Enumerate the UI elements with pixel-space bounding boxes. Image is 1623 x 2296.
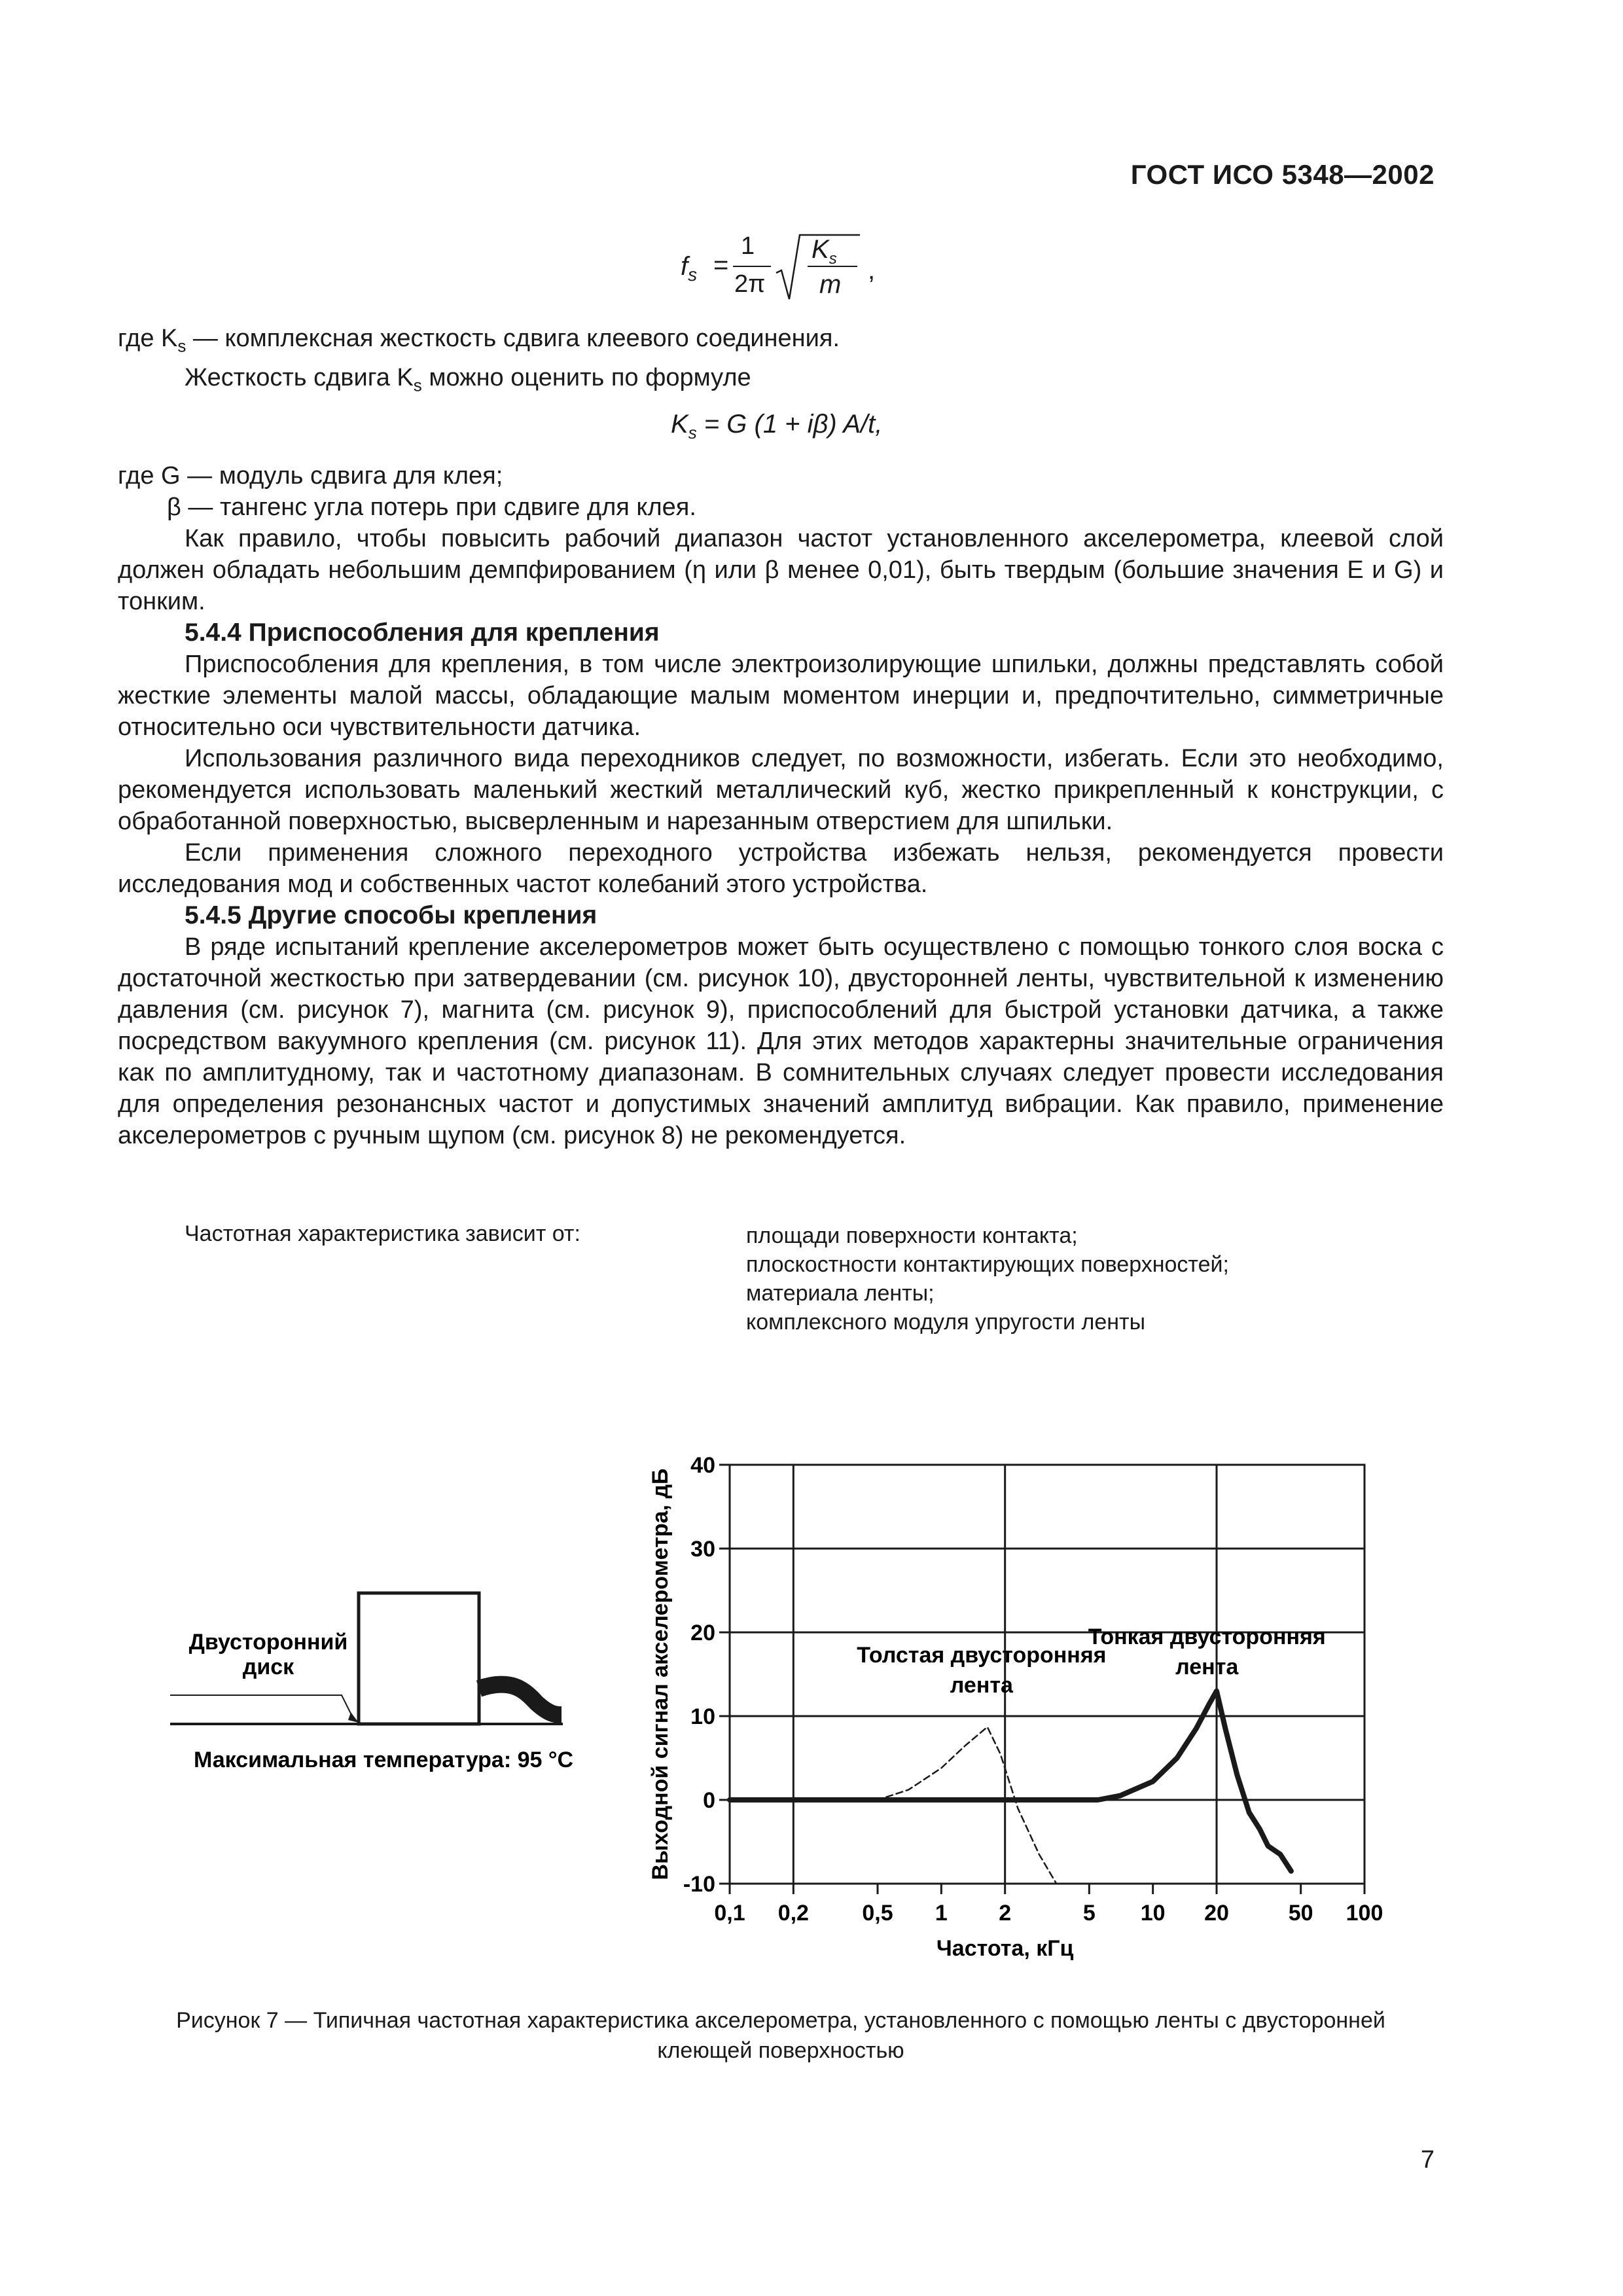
paragraph-5-4-4-3: Если применения сложного переходного устройства избежать нельзя, рекомендуется провести исследования мод и собственных частот колебаний этого устройства. xyxy=(118,839,1444,899)
y-tick-label: -10 xyxy=(683,1872,715,1897)
mounting-sketch xyxy=(157,1558,628,1787)
where-g-line: где G — модуль сдвига для клея; xyxy=(118,462,503,490)
y-axis-label: Выходной сигнал акселерометра, дБ xyxy=(648,1468,673,1880)
plot-frame xyxy=(730,1465,1364,1884)
figure-depends-list xyxy=(746,1221,1229,1336)
x-tick-label: 100 xyxy=(1346,1901,1383,1926)
disc-label-line2: диск xyxy=(242,1655,294,1679)
formula-fs-comma: , xyxy=(868,256,876,285)
where-beta-line: β — тангенс угла потерь при сдвиге для клея. xyxy=(167,493,696,522)
figure-caption xyxy=(118,2005,1444,2066)
heading-5-4-4: 5.4.4 Приспособления для крепления xyxy=(185,619,660,647)
depends-item: плоскостности контактирующих поверхностей; xyxy=(746,1252,1229,1277)
x-tick-label: 10 xyxy=(1140,1901,1166,1926)
chart-series xyxy=(730,1691,1291,1884)
figure-caption-line2: клеющей поверхностью xyxy=(657,2038,904,2063)
x-tick-label: 1 xyxy=(935,1901,948,1926)
paragraph-5-4-4-1: Приспособления для крепления, в том числе электроизолирующие шпильки, должны представлять собой жесткие элементы малой массы, обладающие малым моментом инерции и, предпочтительно, симметричные относительно оси чувствительности датчика. xyxy=(118,651,1444,742)
accelerometer-body xyxy=(359,1593,479,1724)
disc-label-line1: Двусторонний xyxy=(188,1630,348,1655)
x-tick-label: 0,2 xyxy=(777,1901,809,1926)
x-tick-label: 5 xyxy=(1082,1901,1096,1926)
where-ks-line: где $K_s$ — комплексная жесткость сдвига клеевого соединения. xyxy=(118,325,840,356)
annotation-thin-tape-line2: лента xyxy=(1175,1655,1239,1679)
y-tick-label: 20 xyxy=(690,1621,715,1645)
formula-fs-den: 2π xyxy=(734,270,766,298)
y-tick-label: 40 xyxy=(690,1453,715,1478)
annotation-thick-tape-line1: Толстая двусторонняя xyxy=(857,1643,1107,1668)
estimate-line: Жесткость сдвига $K_s$ можно оценить по формуле xyxy=(185,363,751,395)
figure-caption-line1: Рисунок 7 — Типичная частотная характеристика акселерометра, установленного с помощью ленты с двусторонней xyxy=(176,2008,1385,2033)
cable xyxy=(479,1685,562,1715)
formula-fs-num: 1 xyxy=(741,232,755,260)
paragraph-5-4-4-2: Использования различного вида переходников следует, по возможности, избегать. Если это необходимо, рекомендуется использовать маленький жесткий металлический куб, жестко прикрепленный к конструкции, с обработанной поверхностью, высверленным и нарезанным отверстием для шпильки. xyxy=(118,745,1444,836)
x-tick-label: 20 xyxy=(1204,1901,1229,1926)
x-tick-label: 2 xyxy=(999,1901,1012,1926)
figure-depends-label: Частотная характеристика зависит от: xyxy=(185,1221,580,1246)
annotation-thin-tape-line1: Тонкая двусторонняя xyxy=(1088,1624,1326,1649)
formula-fs xyxy=(681,232,877,304)
y-tick-label: 10 xyxy=(690,1704,715,1729)
formula-ks: $K_s = G$ (1 + iβ) A/t, xyxy=(671,410,883,443)
max-temperature-label: Максимальная температура: 95 °С xyxy=(193,1748,574,1772)
depends-item: материала ленты; xyxy=(746,1281,935,1306)
paragraph-5-4-5-1: В ряде испытаний крепление акселерометров может быть осуществлено с помощью тонкого слоя воска с достаточной жесткостью при затвердевании (см. рисунок 10), двусторонней ленты, чувствительной к изменению давления (см. рисунок 7), магнита (см. рисунок 9), приспособлений для быстрой установки датчика, а также посредством вакуумного крепления (см. рисунок 11). Для этих методов характерны значительные ограничения как по амплитудному, так и частотному диапазонам. В сомнительных случаях следует провести исследования для определения резонансных частот и допустимых значений амплитуд вибрации. Как правило, применение акселерометров с ручным щупом (см. рисунок 8) не рекомендуется. xyxy=(118,933,1444,1150)
x-tick-label: 0,1 xyxy=(714,1901,745,1926)
page-header: ГОСТ ИСО 5348—2002 xyxy=(1130,159,1435,190)
formula-fs-rad-den: m xyxy=(819,270,842,299)
annotation-thick-tape-line2: лента xyxy=(950,1673,1013,1698)
depends-item: комплексного модуля упругости ленты xyxy=(746,1310,1146,1335)
formula-fs-lhs: $f_s$ xyxy=(681,252,698,285)
series-thin-tape-line xyxy=(730,1691,1291,1871)
disc-leader-line xyxy=(170,1695,353,1719)
formula-fs-fraction-bar xyxy=(733,266,771,267)
page-number: 7 xyxy=(1420,2146,1435,2174)
y-tick-label: 0 xyxy=(703,1788,715,1813)
y-tick-label: 30 xyxy=(690,1537,715,1562)
rule-paragraph: Как правило, чтобы повысить рабочий диапазон частот установленного акселерометра, клеевой слой должен обладать небольшим демпфированием (η или β менее 0,01), быть твердым (большие значения E и G) и тонким. xyxy=(118,525,1444,616)
chart-grid xyxy=(730,1465,1364,1884)
heading-5-4-5: 5.4.5 Другие способы крепления xyxy=(185,901,597,930)
body-text xyxy=(118,323,1444,1151)
depends-item: площади поверхности контакта; xyxy=(746,1223,1078,1248)
formula-fs-equals: = xyxy=(713,251,729,279)
x-axis-label: Частота, кГц xyxy=(936,1936,1074,1961)
x-tick-label: 50 xyxy=(1288,1901,1313,1926)
series-thick-tape-line xyxy=(730,1727,1056,1884)
x-tick-label: 0,5 xyxy=(862,1901,893,1926)
formula-fs-rad-num: $K_s$ xyxy=(812,235,837,268)
frequency-response-chart xyxy=(628,1427,1453,1990)
